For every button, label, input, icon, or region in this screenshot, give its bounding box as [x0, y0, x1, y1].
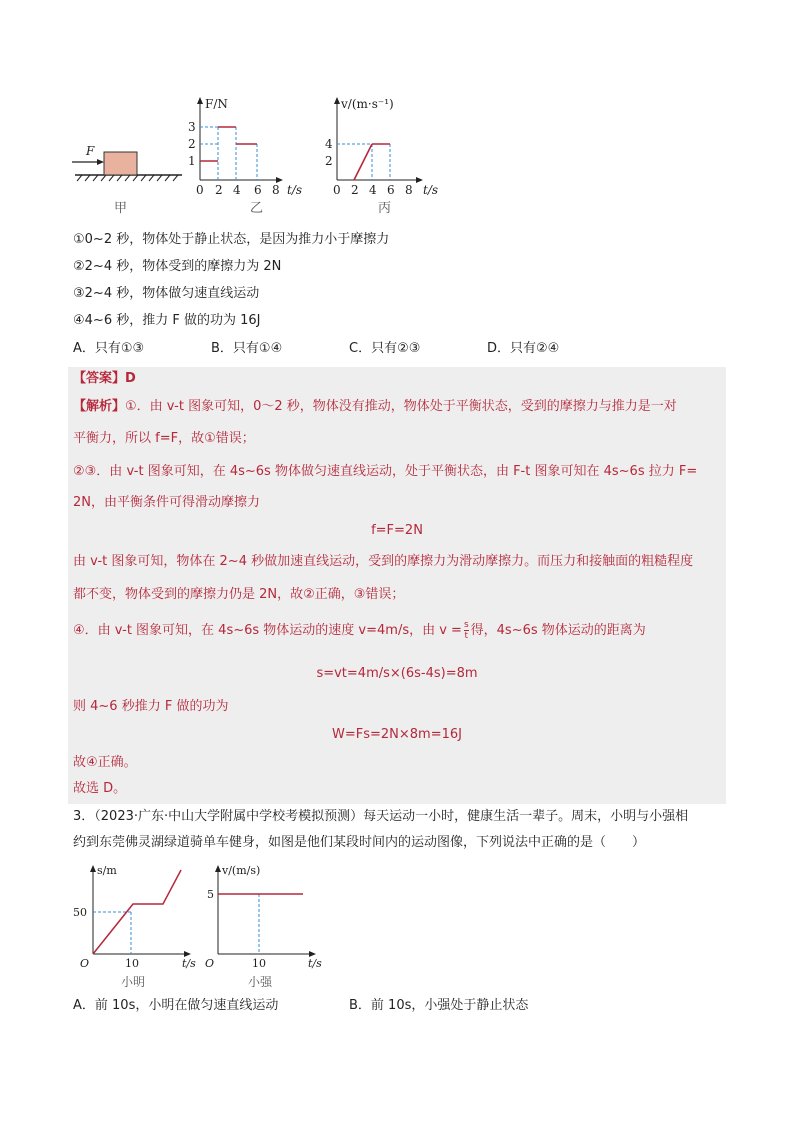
v-ylabel: v/(m·s⁻¹): [341, 97, 394, 111]
v-xtick-6: 6: [387, 183, 395, 197]
s-xtick-10: 10: [125, 957, 139, 970]
q3-line-2: 约到东莞佛灵湖绿道骑单车健身，如图是他们某段时间内的运动图像，下列说法中正确的是（ ）: [73, 835, 646, 850]
analysis-p1b: 平衡力，所以 f=F，故①错误；: [73, 431, 255, 446]
equation-friction: f=F=2N: [371, 523, 423, 538]
chart-f-t: [188, 97, 302, 216]
analysis-p3b: 都不变，物体受到的摩擦力仍是 2N，故②正确，③错误；: [73, 587, 405, 602]
f-xtick-2: 2: [215, 183, 223, 197]
f-xtick-8: 8: [272, 183, 280, 197]
s-xlabel: t/s: [182, 957, 196, 970]
f-xlabel: t/s: [287, 183, 303, 197]
q-origin: O: [205, 957, 215, 970]
q-xlabel: t/s: [308, 957, 322, 970]
f-xtick-6: 6: [254, 183, 262, 197]
figure-1: [60, 90, 460, 220]
s-t-line: [93, 870, 181, 954]
analysis-p7: 故选 D。: [73, 781, 127, 796]
analysis-p3a: 由 v-t 图象可知，物体在 2~4 秒做加速直线运动，受到的摩擦力为滑动摩擦力。而压力和接触面的粗糙程度: [73, 554, 694, 569]
equation-work: W=Fs=2N×8m=16J: [332, 727, 462, 742]
chart-v-t: [325, 97, 438, 216]
s-ytick-50: 50: [73, 906, 87, 919]
force-label: F: [86, 144, 95, 158]
analysis-p6: 故④正确。: [73, 755, 137, 770]
v-xtick-8: 8: [405, 183, 413, 197]
v-xtick-2: 2: [351, 183, 359, 197]
caption-xiaoqiang: 小强: [248, 975, 273, 989]
option-b: B．只有①④: [211, 341, 283, 356]
option-d: D．只有②④: [487, 341, 560, 356]
v-segment-2-4: [354, 144, 372, 180]
f-ylabel: F/N: [205, 97, 228, 111]
answer-label: 【答案】D: [73, 371, 136, 386]
v-ytick-4: 4: [325, 137, 333, 151]
caption-xiaoming: 小明: [121, 975, 146, 989]
analysis-p2a: ②③．由 v-t 图象可知，在 4s~6s 物体做匀速直线运动，处于平衡状态，由 F-t 图象可知在 4s~6s 拉力 F=: [73, 464, 698, 479]
analysis-p4: [73, 620, 646, 641]
analysis-p4-before: ④．由 v-t 图象可知，在 4s~6s 物体运动的速度 v=4m/s，由 v =: [73, 623, 462, 638]
q3-option-a: A．前 10s，小明在做匀速直线运动: [73, 998, 279, 1013]
v-xlabel: t/s: [423, 183, 439, 197]
velocity-fraction: [464, 620, 469, 641]
v-xtick-4: 4: [369, 183, 377, 197]
f-ytick-2: 2: [188, 137, 196, 151]
analysis-p1a-text: ①．由 v-t 图象可知，0～2 秒，物体没有推动，物体处于平衡状态，受到的摩擦力与推力是一对: [125, 399, 677, 414]
q3-option-b: B．前 10s，小强处于静止状态: [349, 998, 529, 1013]
q-xtick-10: 10: [252, 957, 266, 970]
v-xtick-0: 0: [333, 183, 341, 197]
f-xtick-4: 4: [233, 183, 241, 197]
statement-3: ③2~4 秒，物体做匀速直线运动: [73, 286, 260, 301]
chart-v-t-xiaoqiang: [205, 864, 322, 989]
f-ytick-1: 1: [188, 154, 196, 168]
analysis-p1a: [73, 398, 677, 416]
fraction-numerator: s: [463, 620, 469, 630]
caption-bing: 丙: [378, 201, 392, 216]
statement-4: ④4~6 秒，推力 F 做的功为 16J: [73, 313, 261, 328]
analysis-label: 【解析】: [73, 399, 126, 414]
option-c: C．只有②③: [349, 341, 421, 356]
fraction-denominator: t: [464, 631, 469, 641]
option-a: A．只有①③: [73, 341, 145, 356]
analysis-p4-after: 得，4s~6s 物体运动的距离为: [470, 623, 646, 638]
q3-line-1: 3．（2023·广东·中山大学附属中学校考模拟预测）每天运动一小时，健康生活一辈子。周末，小明与小强相: [73, 809, 689, 824]
statement-1: ①0~2 秒，物体处于静止状态，是因为推力小于摩擦力: [73, 232, 390, 247]
analysis-p2b: 2N，由平衡条件可得滑动摩擦力: [73, 495, 260, 510]
q-ytick-5: 5: [207, 888, 214, 901]
equation-distance: s=vt=4m/s×(6s-4s)=8m: [316, 666, 478, 681]
chart-s-t-xiaoming: [73, 864, 196, 989]
s-origin: O: [80, 957, 90, 970]
f-xtick-0: 0: [196, 183, 204, 197]
v-ytick-2: 2: [325, 154, 333, 168]
f-ytick-3: 3: [188, 120, 196, 134]
caption-jia: 甲: [114, 201, 128, 216]
s-ylabel: s/m: [97, 864, 117, 877]
q-ylabel: v/(m/s): [222, 864, 261, 877]
block: [104, 152, 137, 175]
caption-yi: 乙: [250, 201, 264, 216]
analysis-p5: 则 4~6 秒推力 F 做的功为: [73, 699, 229, 714]
block-diagram: [72, 144, 182, 216]
figure-3: [68, 860, 338, 995]
statement-2: ②2~4 秒，物体受到的摩擦力为 2N: [73, 259, 282, 274]
